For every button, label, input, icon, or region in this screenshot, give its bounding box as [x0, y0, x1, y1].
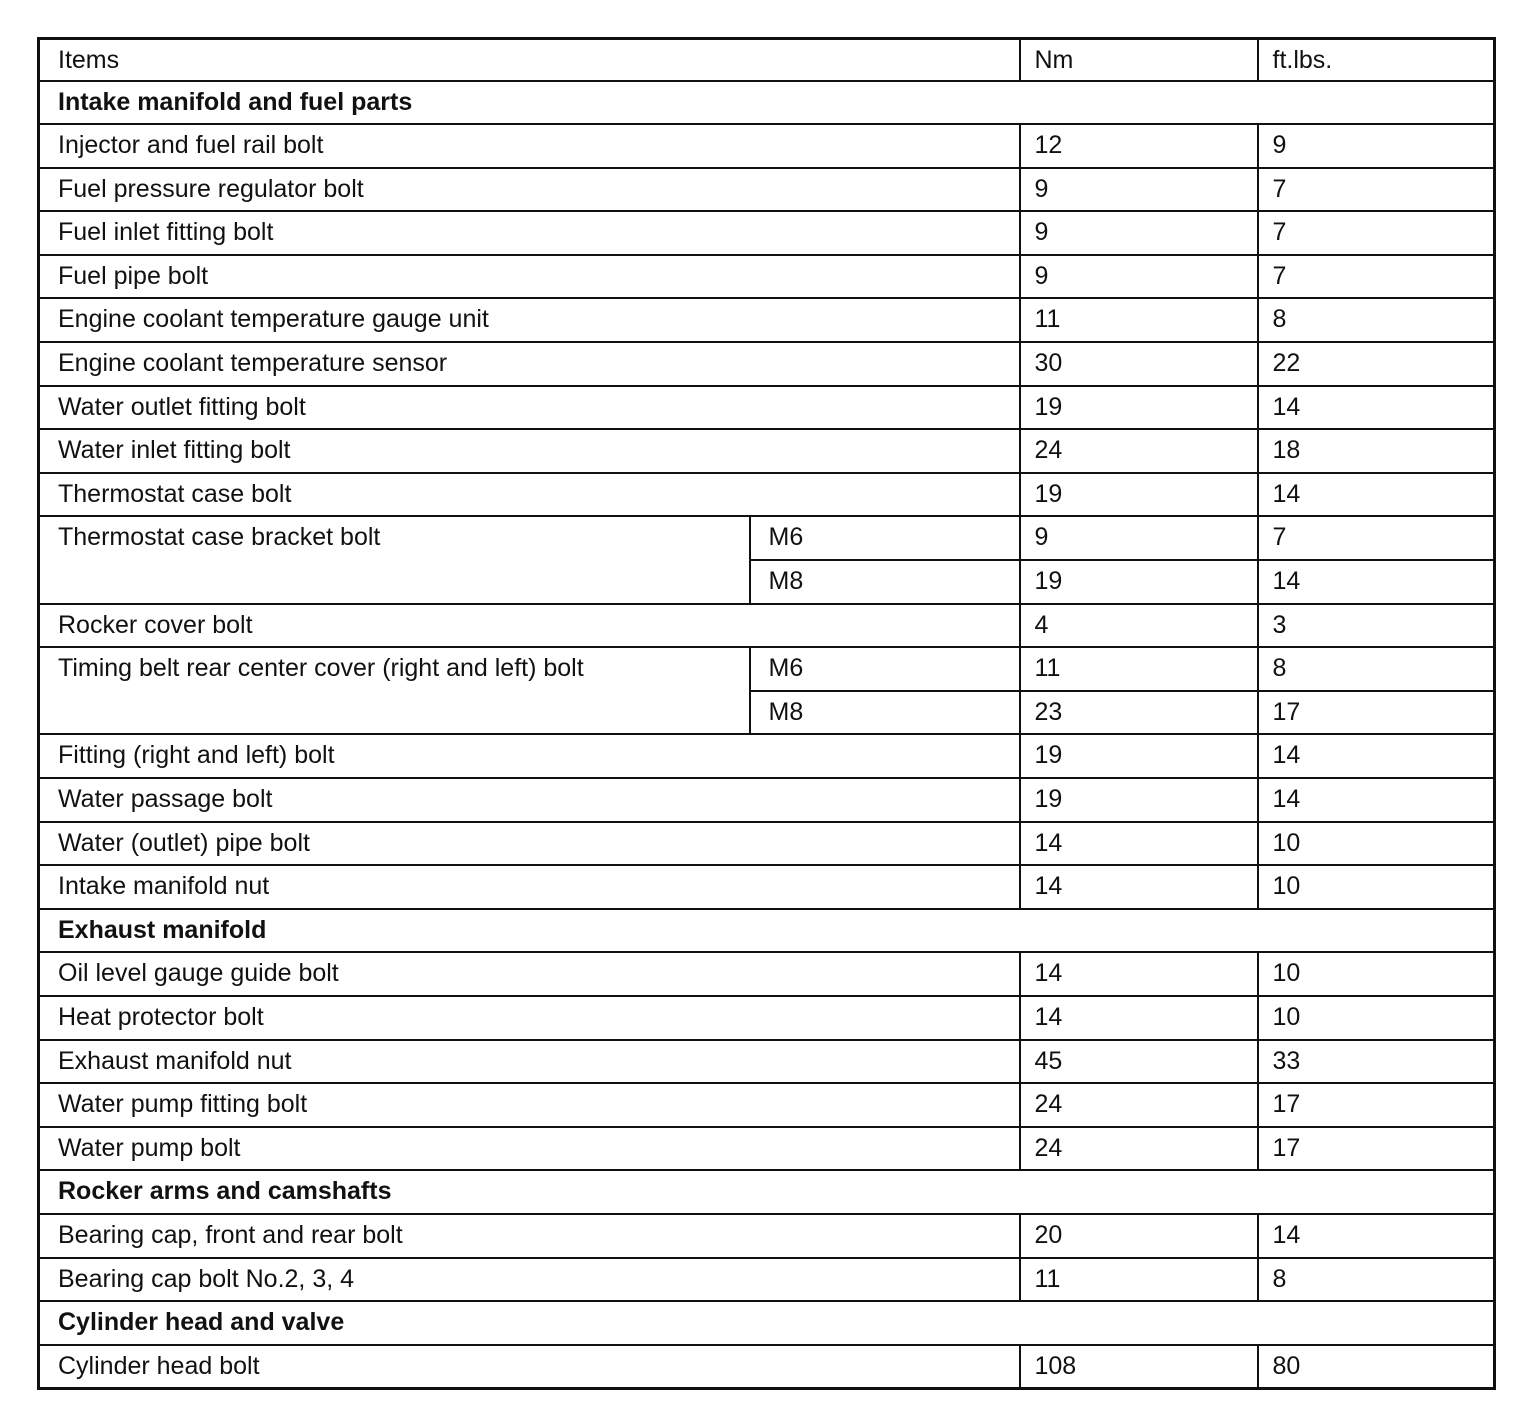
table-row	[39, 429, 1495, 473]
torque-nm: 19	[1020, 734, 1258, 778]
item-name: Water (outlet) pipe bolt	[39, 822, 1020, 866]
item-name: Water pump bolt	[39, 1127, 1020, 1171]
item-name: Bearing cap, front and rear bolt	[39, 1214, 1020, 1258]
torque-nm: 24	[1020, 1127, 1258, 1171]
item-name: Fitting (right and left) bolt	[39, 734, 1020, 778]
item-name: Water passage bolt	[39, 778, 1020, 822]
item-name: Intake manifold nut	[39, 865, 1020, 909]
section-title: Exhaust manifold	[39, 909, 1495, 953]
torque-ftlbs: 14	[1258, 778, 1495, 822]
torque-ftlbs: 7	[1258, 255, 1495, 299]
torque-nm: 45	[1020, 1040, 1258, 1084]
torque-nm: 14	[1020, 996, 1258, 1040]
table-row	[39, 952, 1495, 996]
header-nm: Nm	[1020, 39, 1258, 81]
item-name: Fuel pressure regulator bolt	[39, 168, 1020, 212]
table-row	[39, 298, 1495, 342]
torque-ftlbs: 17	[1258, 691, 1495, 735]
section-title: Intake manifold and fuel parts	[39, 81, 1495, 125]
torque-nm: 11	[1020, 298, 1258, 342]
table-row	[39, 1083, 1495, 1127]
bolt-size: M8	[750, 691, 1020, 735]
torque-nm: 108	[1020, 1345, 1258, 1389]
torque-nm: 19	[1020, 473, 1258, 517]
torque-ftlbs: 80	[1258, 1345, 1495, 1389]
torque-nm: 20	[1020, 1214, 1258, 1258]
item-name: Rocker cover bolt	[39, 604, 1020, 648]
torque-ftlbs: 7	[1258, 168, 1495, 212]
torque-ftlbs: 17	[1258, 1083, 1495, 1127]
table-header-row	[39, 39, 1495, 81]
table-row	[39, 996, 1495, 1040]
section-header-row	[39, 1170, 1495, 1214]
table-row	[39, 211, 1495, 255]
torque-nm: 11	[1020, 1258, 1258, 1302]
item-name: Oil level gauge guide bolt	[39, 952, 1020, 996]
torque-ftlbs: 10	[1258, 952, 1495, 996]
torque-nm: 24	[1020, 1083, 1258, 1127]
torque-spec-table	[37, 37, 1496, 1390]
torque-ftlbs: 10	[1258, 865, 1495, 909]
item-name: Injector and fuel rail bolt	[39, 124, 1020, 168]
torque-ftlbs: 14	[1258, 1214, 1495, 1258]
torque-ftlbs: 10	[1258, 822, 1495, 866]
table-row	[39, 124, 1495, 168]
torque-ftlbs: 17	[1258, 1127, 1495, 1171]
item-name: Heat protector bolt	[39, 996, 1020, 1040]
torque-nm: 14	[1020, 952, 1258, 996]
torque-nm: 23	[1020, 691, 1258, 735]
torque-nm: 9	[1020, 168, 1258, 212]
item-name: Water outlet fitting bolt	[39, 386, 1020, 430]
item-name: Thermostat case bracket bolt	[39, 516, 750, 603]
table-row	[39, 1127, 1495, 1171]
header-ftlbs: ft.lbs.	[1258, 39, 1495, 81]
table-row	[39, 386, 1495, 430]
torque-ftlbs: 8	[1258, 647, 1495, 691]
table-row	[39, 822, 1495, 866]
section-title: Cylinder head and valve	[39, 1301, 1495, 1345]
torque-ftlbs: 8	[1258, 1258, 1495, 1302]
table-row	[39, 516, 1495, 560]
table-row	[39, 778, 1495, 822]
table-row	[39, 1040, 1495, 1084]
torque-nm: 19	[1020, 386, 1258, 430]
torque-nm: 9	[1020, 516, 1258, 560]
item-name: Water pump fitting bolt	[39, 1083, 1020, 1127]
torque-ftlbs: 14	[1258, 734, 1495, 778]
torque-ftlbs: 18	[1258, 429, 1495, 473]
item-name: Thermostat case bolt	[39, 473, 1020, 517]
table-row	[39, 342, 1495, 386]
section-header-row	[39, 909, 1495, 953]
torque-nm: 24	[1020, 429, 1258, 473]
torque-ftlbs: 14	[1258, 386, 1495, 430]
torque-nm: 19	[1020, 778, 1258, 822]
item-name: Timing belt rear center cover (right and left) bolt	[39, 647, 750, 734]
item-name: Engine coolant temperature gauge unit	[39, 298, 1020, 342]
table-row	[39, 865, 1495, 909]
torque-ftlbs: 9	[1258, 124, 1495, 168]
table-row	[39, 255, 1495, 299]
torque-nm: 11	[1020, 647, 1258, 691]
torque-nm: 14	[1020, 865, 1258, 909]
torque-nm: 4	[1020, 604, 1258, 648]
table-row	[39, 1345, 1495, 1389]
item-name: Bearing cap bolt No.2, 3, 4	[39, 1258, 1020, 1302]
torque-nm: 14	[1020, 822, 1258, 866]
table-row	[39, 647, 1495, 691]
torque-nm: 9	[1020, 211, 1258, 255]
torque-nm: 12	[1020, 124, 1258, 168]
table-row	[39, 168, 1495, 212]
item-name: Water inlet fitting bolt	[39, 429, 1020, 473]
table-row	[39, 1258, 1495, 1302]
torque-nm: 9	[1020, 255, 1258, 299]
torque-ftlbs: 22	[1258, 342, 1495, 386]
torque-ftlbs: 33	[1258, 1040, 1495, 1084]
torque-nm: 30	[1020, 342, 1258, 386]
bolt-size: M8	[750, 560, 1020, 604]
torque-ftlbs: 7	[1258, 211, 1495, 255]
item-name: Fuel inlet fitting bolt	[39, 211, 1020, 255]
torque-ftlbs: 10	[1258, 996, 1495, 1040]
section-header-row	[39, 81, 1495, 125]
torque-ftlbs: 3	[1258, 604, 1495, 648]
bolt-size: M6	[750, 516, 1020, 560]
torque-ftlbs: 14	[1258, 560, 1495, 604]
table-row	[39, 473, 1495, 517]
torque-ftlbs: 8	[1258, 298, 1495, 342]
section-header-row	[39, 1301, 1495, 1345]
section-title: Rocker arms and camshafts	[39, 1170, 1495, 1214]
table-row	[39, 1214, 1495, 1258]
item-name: Cylinder head bolt	[39, 1345, 1020, 1389]
header-items: Items	[39, 39, 1020, 81]
torque-nm: 19	[1020, 560, 1258, 604]
bolt-size: M6	[750, 647, 1020, 691]
torque-ftlbs: 7	[1258, 516, 1495, 560]
item-name: Engine coolant temperature sensor	[39, 342, 1020, 386]
item-name: Exhaust manifold nut	[39, 1040, 1020, 1084]
torque-ftlbs: 14	[1258, 473, 1495, 517]
table-row	[39, 734, 1495, 778]
item-name: Fuel pipe bolt	[39, 255, 1020, 299]
table-row	[39, 604, 1495, 648]
